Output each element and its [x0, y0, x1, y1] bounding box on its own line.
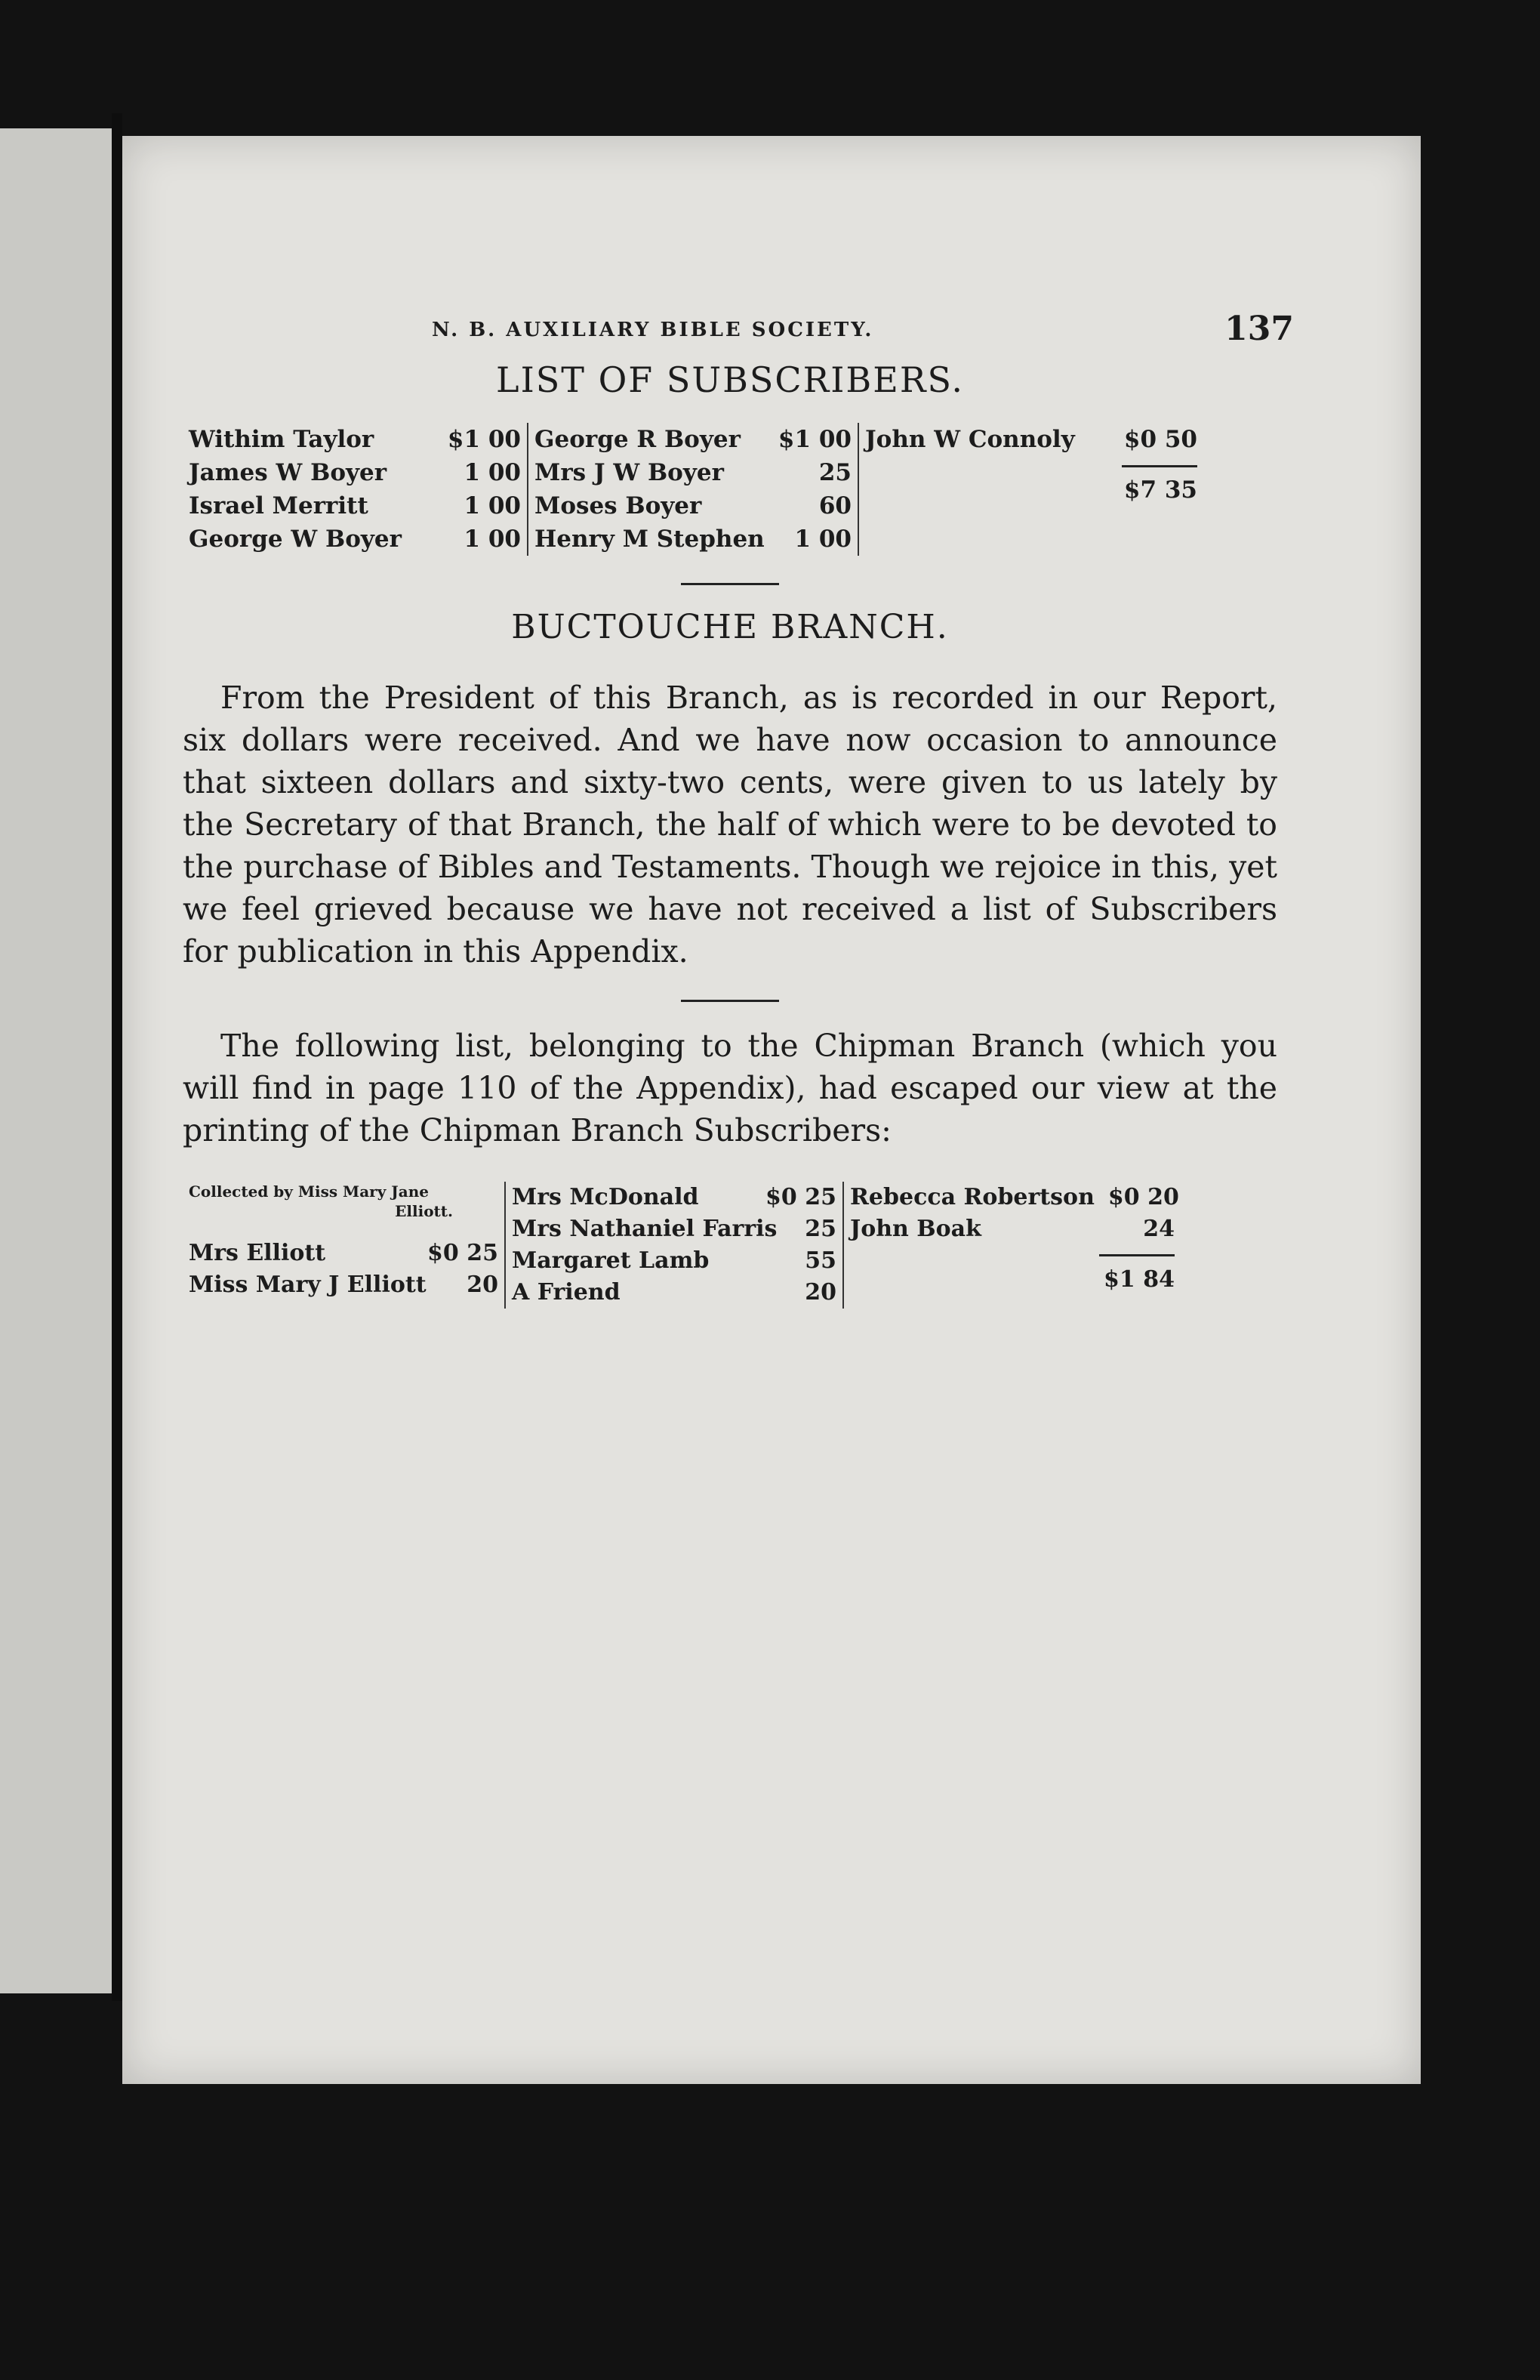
subscriber-name: Israel Merritt — [189, 492, 368, 519]
subscriber-amount: $1 00 — [778, 426, 852, 453]
subscriber-amount: $0 50 — [1123, 426, 1197, 453]
subscriber-name: Mrs McDonald — [512, 1184, 699, 1210]
chipman-subscriber-table — [183, 1182, 1277, 1309]
chipman-paragraph: The following list, belonging to the Chipman Branch (which you will find in page 110 of the Appendix), had escaped our view at the printing of the Chipman Branch Subscribers: — [183, 1028, 1277, 1148]
subscriber-name: A Friend — [512, 1279, 621, 1306]
subscriber-name: James W Boyer — [189, 459, 387, 486]
subscriber-row — [512, 1277, 836, 1309]
subscriber-amount: 1 00 — [464, 526, 521, 553]
total-rule — [1099, 1254, 1175, 1256]
branch-title: BUCTOUCHE BRANCH. — [511, 608, 949, 646]
subscriber-row — [189, 489, 521, 523]
subscriber-row — [512, 1182, 836, 1213]
chipman-column-3 — [844, 1182, 1181, 1309]
chipman-column-2 — [506, 1182, 844, 1309]
subscriber-total: $7 35 — [1123, 476, 1197, 504]
subscriber-row — [189, 456, 521, 489]
subscriber-name: John W Connoly — [865, 426, 1075, 453]
subscriber-table — [183, 423, 1277, 556]
subscriber-row — [850, 1213, 1175, 1245]
subscriber-amount: $0 25 — [765, 1184, 836, 1210]
buctouche-paragraph: From the President of this Branch, as is recorded in our Report, six dollars were received. And we have now occasion to announce that sixteen dollars and sixty-two cents, were given to us lately by the Secretary of that Branch, the half of which were to be devoted to the purchase of Bibles and Testaments. Though we rejoice in this, yet we feel grieved because we have not received a list of Subscribers for publication in this Appendix. — [183, 680, 1277, 970]
subscriber-name: Miss Mary J Elliott — [189, 1272, 427, 1298]
subscriber-amount: $0 25 — [427, 1240, 498, 1266]
collector-heading — [189, 1182, 498, 1221]
chipman-total-row — [850, 1264, 1175, 1296]
subscriber-amount: 1 00 — [464, 492, 521, 519]
subscriber-amount: 25 — [805, 1216, 836, 1242]
subscriber-name: Henry M Stephen — [534, 526, 765, 553]
page-content — [183, 310, 1294, 1309]
subscriber-row — [512, 1213, 836, 1245]
subscriber-row — [534, 456, 852, 489]
subscriber-row — [189, 1238, 498, 1269]
subscriber-amount: 1 00 — [794, 526, 852, 553]
subscriber-column-2 — [528, 423, 859, 556]
collector-line-2: Elliott. — [395, 1202, 453, 1220]
total-rule — [1122, 465, 1197, 467]
subscriber-amount: 60 — [818, 492, 852, 519]
book-gutter — [112, 113, 122, 2001]
subscriber-total-row — [865, 473, 1197, 507]
page-number: 137 — [1224, 310, 1294, 348]
subscriber-row — [865, 423, 1197, 456]
running-title: N. B. AUXILIARY BIBLE SOCIETY. — [432, 319, 874, 341]
subscriber-name: Margaret Lamb — [512, 1247, 710, 1274]
subscriber-row — [189, 423, 521, 456]
subscriber-name: Mrs J W Boyer — [534, 459, 724, 486]
subscriber-row — [534, 423, 852, 456]
subscriber-amount: 20 — [467, 1272, 498, 1298]
previous-page-edge — [0, 128, 112, 1993]
section-divider — [681, 1000, 779, 1002]
subscriber-row — [512, 1245, 836, 1277]
section-divider — [681, 583, 779, 585]
subscriber-name: George R Boyer — [534, 426, 741, 453]
subscriber-amount: 20 — [805, 1279, 836, 1306]
chipman-column-1 — [183, 1182, 506, 1309]
subscriber-name: Mrs Nathaniel Farris — [512, 1216, 778, 1242]
section-title: LIST OF SUBSCRIBERS. — [496, 359, 964, 400]
book-page — [122, 136, 1421, 2084]
subscriber-amount: 24 — [1143, 1216, 1175, 1242]
subscriber-name: Withim Taylor — [189, 426, 374, 453]
running-head — [183, 310, 1294, 355]
subscriber-name: Rebecca Robertson — [850, 1184, 1095, 1210]
chipman-total: $1 84 — [1104, 1266, 1175, 1293]
subscriber-amount: $1 00 — [447, 426, 521, 453]
subscriber-row — [189, 1269, 498, 1301]
subscriber-column-1 — [183, 423, 528, 556]
subscriber-name: Moses Boyer — [534, 492, 702, 519]
subscriber-amount: 25 — [818, 459, 852, 486]
subscriber-row — [534, 523, 852, 556]
subscriber-amount: 1 00 — [464, 459, 521, 486]
collector-line-1: Collected by Miss Mary Jane — [189, 1182, 429, 1201]
subscriber-amount: 55 — [805, 1247, 836, 1274]
subscriber-name: George W Boyer — [189, 526, 402, 553]
subscriber-amount: $0 20 — [1107, 1184, 1179, 1210]
subscriber-row — [534, 489, 852, 523]
subscriber-row — [189, 523, 521, 556]
subscriber-name: John Boak — [850, 1216, 981, 1242]
subscriber-name: Mrs Elliott — [189, 1240, 326, 1266]
subscriber-row — [850, 1182, 1179, 1213]
subscriber-column-3 — [859, 423, 1203, 556]
